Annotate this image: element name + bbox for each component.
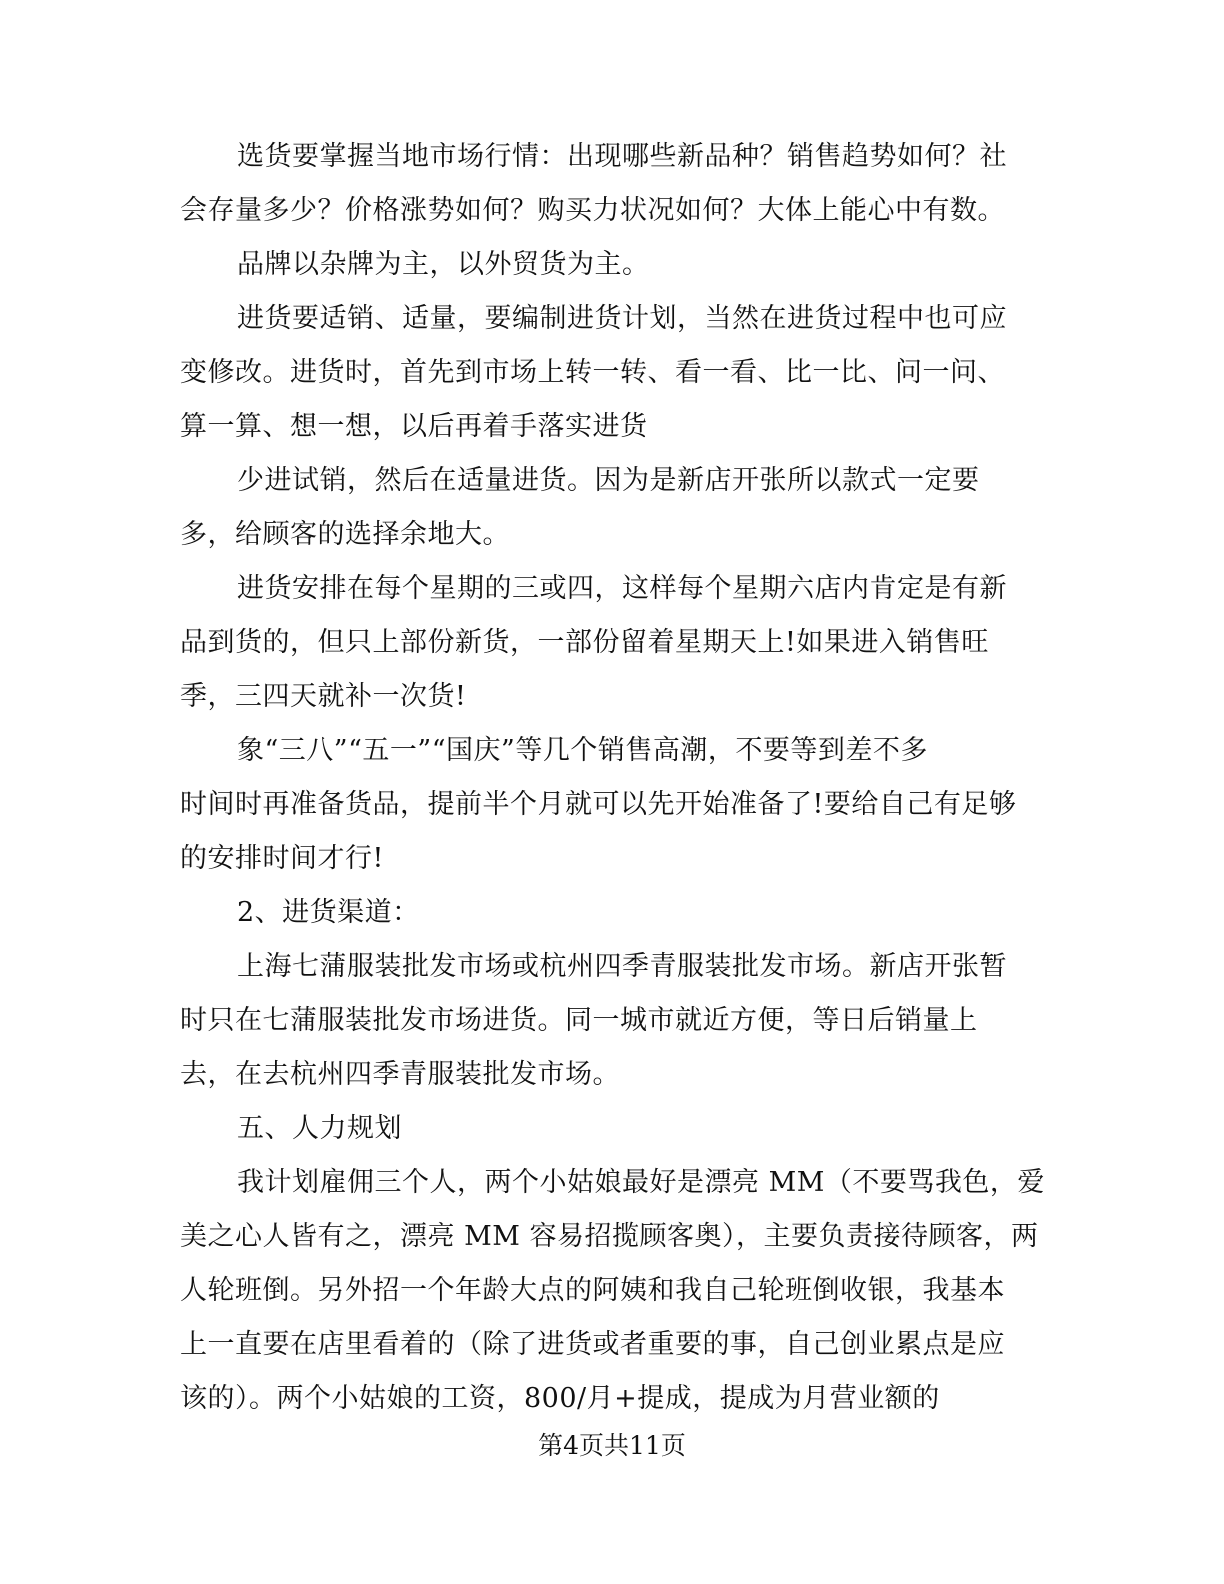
page-number: 第4页共11页 [538,1431,686,1460]
text-line: 时间时再准备货品，提前半个月就可以先开始准备了!要给自己有足够 [180,789,1017,820]
text-line: 会存量多少？价格涨势如何？购买力状况如何？大体上能心中有数。 [180,195,1005,226]
paragraph-10 [180,1156,1045,1426]
paragraph-3 [180,292,1030,454]
text-line: 进货要适销、适量，要编制进货计划，当然在进货过程中也可应 [237,303,1007,334]
paragraph-4 [180,454,1030,562]
text-line: 品牌以杂牌为主，以外贸货为主。 [237,249,650,280]
text-line: 选货要掌握当地市场行情：出现哪些新品种？销售趋势如何？社 [237,141,1007,172]
document-body [180,130,1045,1426]
text-line: 算一算、想一想，以后再着手落实进货 [180,411,648,442]
paragraph-8 [180,940,1030,1102]
paragraph-2 [180,238,1030,292]
paragraph-1 [180,130,1030,238]
text-line: 品到货的，但只上部份新货，一部份留着星期天上!如果进入销售旺 [180,627,989,658]
text-line: 我计划雇佣三个人，两个小姑娘最好是漂亮 MM（不要骂我色，爱 [237,1167,1045,1198]
text-line: 人轮班倒。另外招一个年龄大点的阿姨和我自己轮班倒收银，我基本 [180,1275,1005,1306]
section-heading-staffing [180,1102,1030,1156]
text-line: 季，三四天就补一次货! [180,681,467,712]
paragraph-6 [180,724,1030,886]
text-line: 该的）。两个小姑娘的工资，800/月+提成，提成为月营业额的 [180,1383,940,1414]
text-line: 美之心人皆有之，漂亮 MM 容易招揽顾客奥），主要负责接待顾客，两 [180,1221,1039,1252]
text-line: 时只在七蒲服装批发市场进货。同一城市就近方便，等日后销量上 [180,1005,978,1036]
text-line: 进货安排在每个星期的三或四，这样每个星期六店内肯定是有新 [237,573,1007,604]
text-line: 象“三八”“五一”“国庆”等几个销售高潮，不要等到差不多 [237,735,928,766]
paragraph-5 [180,562,1030,724]
text-line: 少进试销，然后在适量进货。因为是新店开张所以款式一定要 [237,465,980,496]
text-line: 变修改。进货时，首先到市场上转一转、看一看、比一比、问一问、 [180,357,1005,388]
text-line: 2、进货渠道： [237,897,420,928]
text-line: 的安排时间才行! [180,843,384,874]
text-line: 去，在去杭州四季青服装批发市场。 [180,1059,620,1090]
text-line: 上海七蒲服装批发市场或杭州四季青服装批发市场。新店开张暂 [237,951,1007,982]
text-line: 多，给顾客的选择余地大。 [180,519,510,550]
section-heading-channels [180,886,1030,940]
text-line: 五、人力规划 [237,1113,402,1144]
text-line: 上一直要在店里看着的（除了进货或者重要的事，自己创业累点是应 [180,1329,1005,1360]
